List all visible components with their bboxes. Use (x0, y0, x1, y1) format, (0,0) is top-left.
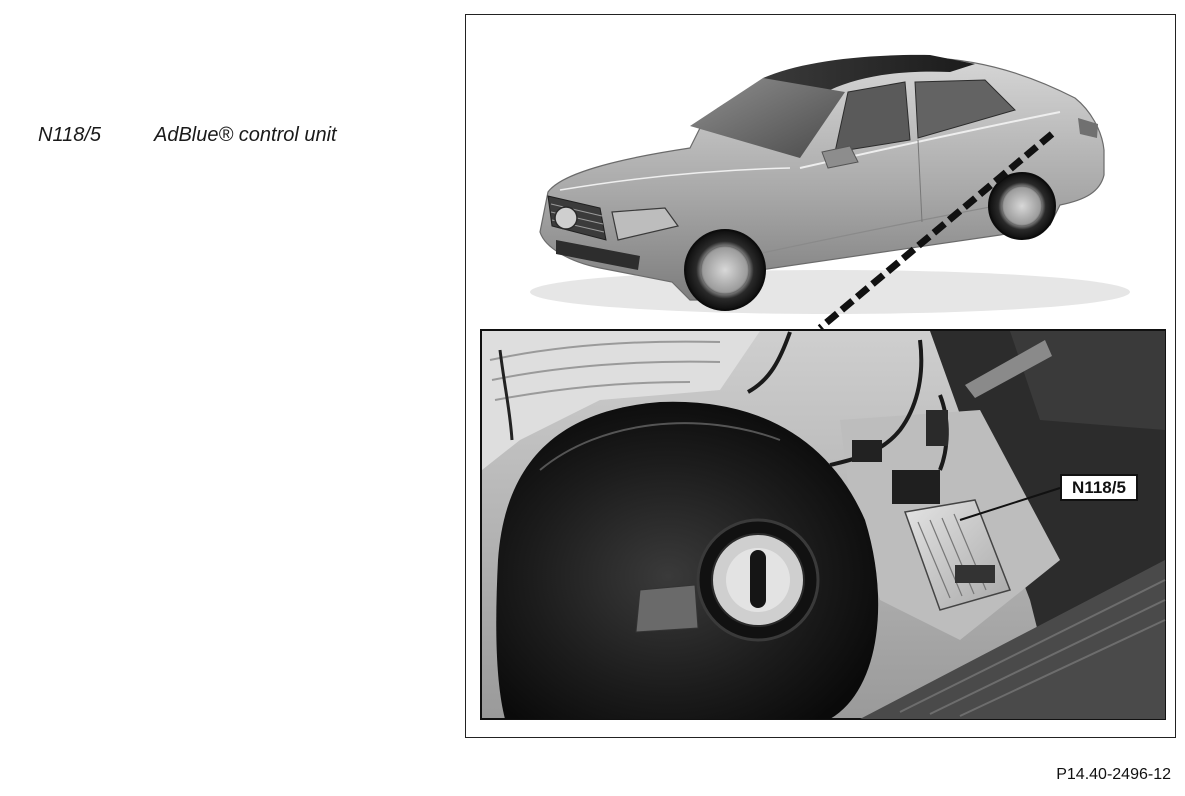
legend-description: AdBlue® control unit (154, 124, 337, 146)
legend-code: N118/5 (38, 124, 102, 146)
figure-reference-code: P14.40-2496-12 (1056, 766, 1171, 783)
car-illustration (530, 55, 1130, 314)
detail-photo (481, 330, 1165, 719)
callout-label: N118/5 (1060, 474, 1138, 501)
